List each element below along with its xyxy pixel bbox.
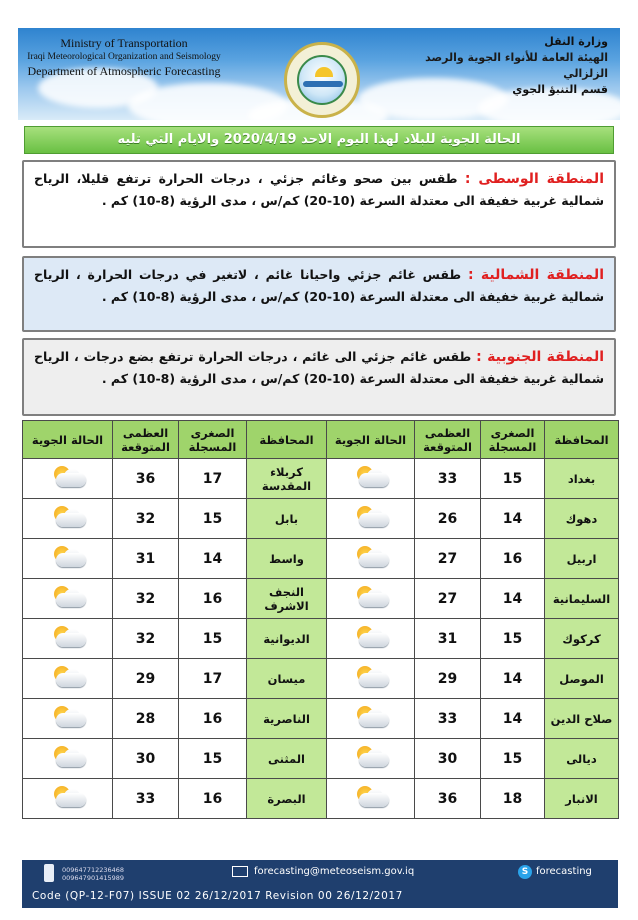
table-header-row [23, 421, 619, 459]
min-temp: 18 [481, 779, 545, 819]
department-name-en: Department of Atmospheric Forecasting [27, 64, 221, 78]
province-name: البصرة [247, 779, 327, 819]
footer [22, 860, 618, 908]
min-temp: 16 [179, 579, 247, 619]
max-temp: 33 [113, 779, 179, 819]
page-title: الحالة الجوية للبلاد لهذا اليوم الاحد 2020/4/19 والايام التي تليه [24, 126, 614, 154]
province-name: الموصل [545, 659, 619, 699]
min-temp: 15 [481, 459, 545, 499]
max-temp: 33 [415, 459, 481, 499]
partly-cloudy-icon [46, 586, 90, 608]
min-temp: 14 [481, 699, 545, 739]
header-banner [18, 28, 620, 120]
weather-cell [327, 779, 415, 819]
province-name: دهوك [545, 499, 619, 539]
province-name: اربيل [545, 539, 619, 579]
partly-cloudy-icon [46, 546, 90, 568]
min-temp: 14 [481, 499, 545, 539]
forecast-table [22, 420, 619, 819]
max-temp: 32 [113, 619, 179, 659]
partly-cloudy-icon [349, 506, 393, 528]
header-english [24, 36, 224, 78]
province-name: النجف الاشرف [247, 579, 327, 619]
province-name: كربلاء المقدسة [247, 459, 327, 499]
max-temp: 26 [415, 499, 481, 539]
region-name: المنطقة الوسطى : [464, 171, 604, 187]
partly-cloudy-icon [46, 786, 90, 808]
partly-cloudy-icon [349, 626, 393, 648]
min-temp: 16 [179, 699, 247, 739]
max-temp: 32 [113, 579, 179, 619]
min-temp: 17 [179, 659, 247, 699]
min-temp: 15 [179, 739, 247, 779]
weather-cell [327, 699, 415, 739]
skype-icon: S [518, 865, 532, 879]
province-name: صلاح الدين [545, 699, 619, 739]
partly-cloudy-icon [46, 666, 90, 688]
region-central [22, 160, 616, 248]
region-forecast-text: طقس غائم جزئي الى غائم ، درجات الحرارة ترتفع بضع درجات ، الرياح شمالية غربية خفيفة الى معتدلة السرعة (10-20) كم/س ، مدى الرؤية (8-10) كم . [34, 349, 604, 386]
province-name: المثنى [247, 739, 327, 779]
region-forecast-text: طقس غائم جزئي واحيانا غائم ، لاتغير في درجات الحرارة ، الرياح شمالية غربية خفيفة الى معتدلة السرعة (10-20) كم/س ، مدى الرؤية (8-10) كم . [34, 267, 604, 304]
partly-cloudy-icon [349, 666, 393, 688]
header-weather: الحالة الجوية [23, 421, 113, 459]
header-max: العظمى المتوقعة [113, 421, 179, 459]
max-temp: 36 [415, 779, 481, 819]
min-temp: 15 [481, 739, 545, 779]
header-max: العظمى المتوقعة [415, 421, 481, 459]
weather-cell [23, 459, 113, 499]
header-min: الصغرى المسجلة [481, 421, 545, 459]
mobile-phone-icon [44, 864, 54, 882]
organization-logo-icon [284, 42, 360, 118]
weather-cell [23, 659, 113, 699]
partly-cloudy-icon [349, 586, 393, 608]
weather-cell [23, 739, 113, 779]
weather-cell [23, 499, 113, 539]
header-province: المحافظة [247, 421, 327, 459]
partly-cloudy-icon [349, 746, 393, 768]
header-min: الصغرى المسجلة [179, 421, 247, 459]
max-temp: 30 [113, 739, 179, 779]
max-temp: 31 [113, 539, 179, 579]
weather-cell [23, 619, 113, 659]
weather-cell [23, 699, 113, 739]
weather-cell [327, 739, 415, 779]
weather-cell [23, 579, 113, 619]
partly-cloudy-icon [46, 626, 90, 648]
min-temp: 15 [179, 619, 247, 659]
max-temp: 32 [113, 499, 179, 539]
min-temp: 16 [481, 539, 545, 579]
max-temp: 28 [113, 699, 179, 739]
region-forecast-text: طقس بين صحو وغائم جزئي ، درجات الحرارة ترتفع قليلا، الرياح شمالية غربية خفيفة الى معتدلة السرعة (10-20) كم/س ، مدى الرؤية (8-10) كم . [34, 171, 604, 208]
table-row [23, 459, 619, 499]
ministry-name-ar: وزارة النقل [544, 35, 608, 48]
ministry-name-en: Ministry of Transportation [60, 36, 188, 50]
weather-cell [327, 499, 415, 539]
province-name: الديوانية [247, 619, 327, 659]
table-row [23, 699, 619, 739]
phone-number: 009647712236468 [62, 866, 125, 874]
max-temp: 27 [415, 579, 481, 619]
weather-cell [327, 459, 415, 499]
phone-number: 009647901415989 [62, 874, 125, 882]
province-name: بابل [247, 499, 327, 539]
partly-cloudy-icon [46, 466, 90, 488]
region-south [22, 338, 616, 416]
weather-cell [23, 539, 113, 579]
header-province: المحافظة [545, 421, 619, 459]
weather-cell [23, 779, 113, 819]
email-link[interactable]: forecasting@meteoseism.gov.iq [254, 866, 415, 877]
region-north [22, 256, 616, 332]
table-row [23, 579, 619, 619]
table-row [23, 499, 619, 539]
max-temp: 29 [415, 659, 481, 699]
weather-cell [327, 619, 415, 659]
region-name: المنطقة الشمالية : [467, 267, 604, 283]
table-row [23, 539, 619, 579]
province-name: الناصرية [247, 699, 327, 739]
weather-cell [327, 579, 415, 619]
table-row [23, 619, 619, 659]
phone-numbers [62, 866, 124, 882]
table-row [23, 739, 619, 779]
department-name-ar: قسم التنبؤ الجوي [512, 83, 608, 96]
min-temp: 14 [481, 659, 545, 699]
table-row [23, 779, 619, 819]
max-temp: 30 [415, 739, 481, 779]
partly-cloudy-icon [349, 546, 393, 568]
province-name: كركوك [545, 619, 619, 659]
province-name: الانبار [545, 779, 619, 819]
min-temp: 17 [179, 459, 247, 499]
max-temp: 31 [415, 619, 481, 659]
partly-cloudy-icon [46, 706, 90, 728]
min-temp: 14 [179, 539, 247, 579]
document-code: Code (QP-12-F07) ISSUE 02 26/12/2017 Revision 00 26/12/2017 [32, 890, 403, 902]
min-temp: 16 [179, 779, 247, 819]
partly-cloudy-icon [46, 506, 90, 528]
partly-cloudy-icon [46, 746, 90, 768]
weather-cell [327, 659, 415, 699]
min-temp: 15 [179, 499, 247, 539]
header-weather: الحالة الجوية [327, 421, 415, 459]
weather-cell [327, 539, 415, 579]
max-temp: 29 [113, 659, 179, 699]
partly-cloudy-icon [349, 786, 393, 808]
min-temp: 14 [481, 579, 545, 619]
header-arabic [408, 34, 608, 98]
region-name: المنطقة الجنوبية : [476, 349, 605, 365]
organization-name-en: Iraqi Meteorological Organization and Seismology [27, 52, 221, 62]
max-temp: 27 [415, 539, 481, 579]
partly-cloudy-icon [349, 466, 393, 488]
partly-cloudy-icon [349, 706, 393, 728]
province-name: ميسان [247, 659, 327, 699]
province-name: السليمانية [545, 579, 619, 619]
min-temp: 15 [481, 619, 545, 659]
mail-icon [232, 866, 248, 877]
organization-name-ar: الهيئة العامة للأنواء الجوية والرصد الزلزالي [425, 51, 608, 80]
skype-handle[interactable]: forecasting [536, 866, 592, 877]
province-name: واسط [247, 539, 327, 579]
max-temp: 33 [415, 699, 481, 739]
table-row [23, 659, 619, 699]
province-name: ديالى [545, 739, 619, 779]
province-name: بغداد [545, 459, 619, 499]
max-temp: 36 [113, 459, 179, 499]
